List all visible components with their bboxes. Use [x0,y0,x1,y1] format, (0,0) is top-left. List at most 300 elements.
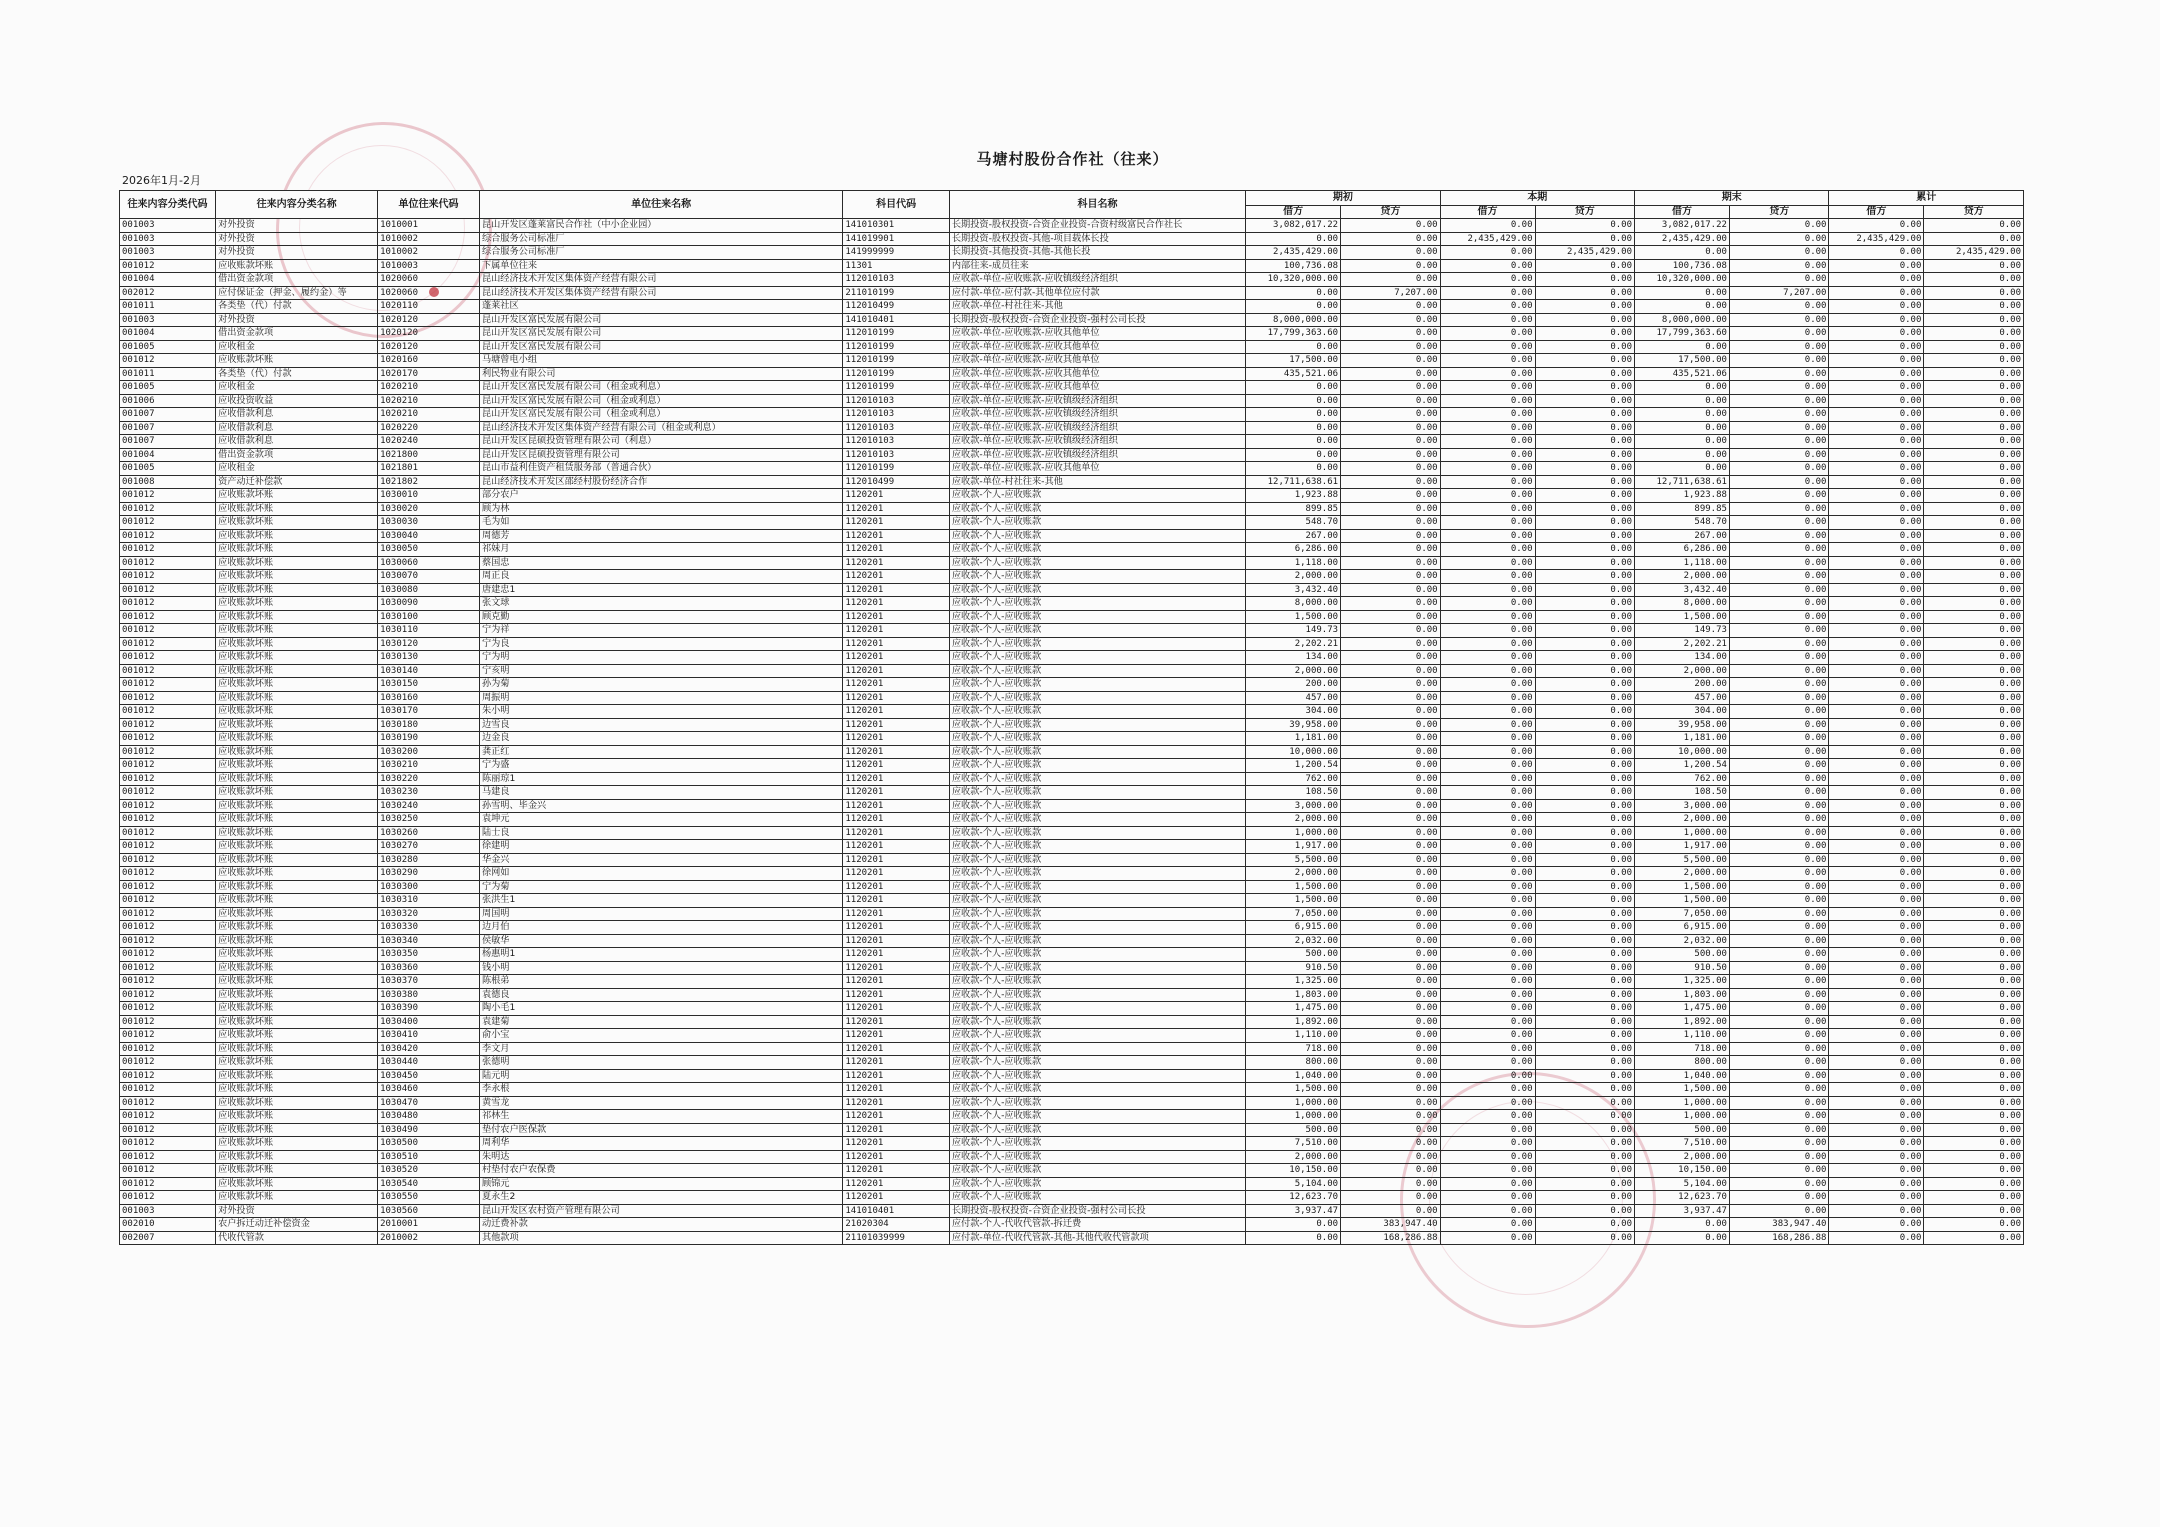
cell-cumulative-debit: 0.00 [1829,786,1924,800]
table-row [120,1110,2024,1124]
cell-current-credit: 0.00 [1535,826,1635,840]
cell-account-code: 21101039999 [843,1231,949,1245]
table-row [120,907,2024,921]
cell-closing-credit: 0.00 [1729,246,1829,260]
cell-account-code: 1120201 [843,853,949,867]
cell-account-name: 应收款-个人-应收账款 [949,786,1245,800]
cell-unit-name: 顾克勤 [479,610,842,624]
cell-opening-debit: 1,000.00 [1246,1096,1341,1110]
cell-cumulative-credit: 0.00 [1924,354,2024,368]
cell-cumulative-debit: 0.00 [1829,597,1924,611]
cell-category-code: 001004 [120,273,216,287]
cell-account-code: 1120201 [843,1015,949,1029]
cell-current-credit: 2,435,429.00 [1535,246,1635,260]
cell-closing-debit: 548.70 [1635,516,1730,530]
cell-cumulative-credit: 0.00 [1924,327,2024,341]
cell-opening-debit: 7,510.00 [1246,1137,1341,1151]
cell-account-name: 应收款-单位-村社往来-其他 [949,300,1245,314]
cell-current-debit: 0.00 [1440,516,1535,530]
cell-unit-name: 昆山经济技术开发区集体资产经营有限公司 [479,286,842,300]
table-row [120,1137,2024,1151]
cell-opening-credit: 0.00 [1341,1191,1441,1205]
cell-cumulative-credit: 0.00 [1924,529,2024,543]
table-row [120,556,2024,570]
cell-closing-credit: 0.00 [1729,651,1829,665]
cell-cumulative-debit: 0.00 [1829,1150,1924,1164]
cell-cumulative-credit: 0.00 [1924,367,2024,381]
cell-opening-credit: 0.00 [1341,867,1441,881]
cell-unit-name: 昆山开发区富民发展有限公司 [479,327,842,341]
cell-closing-credit: 0.00 [1729,313,1829,327]
cell-current-credit: 0.00 [1535,1177,1635,1191]
cell-account-code: 1120201 [843,1029,949,1043]
cell-cumulative-credit: 0.00 [1924,826,2024,840]
cell-closing-debit: 1,500.00 [1635,610,1730,624]
cell-account-code: 1120201 [843,1056,949,1070]
cell-current-credit: 0.00 [1535,1056,1635,1070]
cell-cumulative-credit: 0.00 [1924,948,2024,962]
cell-current-debit: 0.00 [1440,705,1535,719]
cell-category-code: 001012 [120,651,216,665]
cell-category-code: 001012 [120,732,216,746]
cell-cumulative-credit: 0.00 [1924,259,2024,273]
cell-opening-debit: 2,000.00 [1246,867,1341,881]
cell-closing-debit: 910.50 [1635,961,1730,975]
cell-account-code: 1120201 [843,1110,949,1124]
cell-category-code: 001012 [120,799,216,813]
cell-category-name: 应收账款坏账 [216,894,378,908]
table-row [120,786,2024,800]
header-closing: 期末 [1635,191,1829,206]
cell-account-name: 内部往来-成员往来 [949,259,1245,273]
cell-opening-credit: 0.00 [1341,246,1441,260]
cell-closing-credit: 0.00 [1729,1164,1829,1178]
cell-current-debit: 0.00 [1440,300,1535,314]
cell-account-name: 应收款-个人-应收账款 [949,543,1245,557]
cell-opening-credit: 0.00 [1341,1042,1441,1056]
cell-unit-code: 1030420 [378,1042,480,1056]
cell-category-name: 应收账款坏账 [216,1177,378,1191]
cell-category-name: 应收账款坏账 [216,786,378,800]
cell-category-code: 001012 [120,1029,216,1043]
cell-account-name: 应收款-个人-应收账款 [949,759,1245,773]
table-row [120,570,2024,584]
cell-opening-debit: 1,500.00 [1246,1083,1341,1097]
cell-current-debit: 0.00 [1440,691,1535,705]
cell-account-name: 应收款-单位-应收账款-应收其他单位 [949,367,1245,381]
cell-opening-debit: 1,500.00 [1246,894,1341,908]
table-row [120,246,2024,260]
cell-account-code: 112010103 [843,273,949,287]
cell-opening-debit: 2,000.00 [1246,1150,1341,1164]
ledger-table [119,190,2024,1245]
cell-unit-code: 1030470 [378,1096,480,1110]
cell-cumulative-debit: 0.00 [1829,1137,1924,1151]
cell-current-credit: 0.00 [1535,705,1635,719]
cell-current-debit: 0.00 [1440,1137,1535,1151]
cell-cumulative-credit: 0.00 [1924,1231,2024,1245]
cell-unit-code: 2010001 [378,1218,480,1232]
cell-unit-code: 1030560 [378,1204,480,1218]
cell-unit-code: 1030210 [378,759,480,773]
table-row [120,772,2024,786]
cell-cumulative-credit: 0.00 [1924,381,2024,395]
cell-opening-debit: 100,736.08 [1246,259,1341,273]
cell-account-code: 1120201 [843,894,949,908]
cell-closing-credit: 0.00 [1729,1029,1829,1043]
cell-opening-debit: 6,915.00 [1246,921,1341,935]
cell-category-name: 应收账款坏账 [216,637,378,651]
cell-closing-credit: 0.00 [1729,421,1829,435]
cell-unit-name: 孙雪明、毕金兴 [479,799,842,813]
cell-account-code: 1120201 [843,624,949,638]
cell-unit-name: 宁为盛 [479,759,842,773]
cell-current-debit: 0.00 [1440,1056,1535,1070]
cell-category-name: 应收账款坏账 [216,1069,378,1083]
cell-closing-debit: 1,500.00 [1635,880,1730,894]
cell-account-code: 1120201 [843,745,949,759]
cell-category-code: 001012 [120,759,216,773]
cell-unit-name: 张洪生1 [479,894,842,908]
cell-account-name: 应收款-个人-应收账款 [949,691,1245,705]
cell-unit-name: 部分农户 [479,489,842,503]
cell-category-name: 应收账款坏账 [216,543,378,557]
cell-closing-credit: 0.00 [1729,516,1829,530]
cell-closing-credit: 0.00 [1729,408,1829,422]
cell-account-name: 应收款-个人-应收账款 [949,624,1245,638]
cell-opening-debit: 0.00 [1246,408,1341,422]
cell-unit-code: 1030040 [378,529,480,543]
cell-account-name: 应收款-个人-应收账款 [949,921,1245,935]
cell-current-debit: 0.00 [1440,786,1535,800]
cell-current-credit: 0.00 [1535,624,1635,638]
cell-cumulative-debit: 0.00 [1829,570,1924,584]
cell-unit-code: 1030140 [378,664,480,678]
cell-current-debit: 0.00 [1440,934,1535,948]
cell-category-code: 001012 [120,867,216,881]
cell-account-code: 112010103 [843,448,949,462]
table-row [120,637,2024,651]
table-row [120,1191,2024,1205]
cell-unit-name: 宁为明 [479,651,842,665]
cell-category-code: 001012 [120,907,216,921]
cell-opening-credit: 0.00 [1341,408,1441,422]
cell-account-code: 1120201 [843,1083,949,1097]
cell-account-name: 应收款-个人-应收账款 [949,772,1245,786]
cell-cumulative-debit: 0.00 [1829,1056,1924,1070]
cell-unit-name: 昆山经济技术开发区邵经村股份经济合作 [479,475,842,489]
cell-account-name: 应收款-个人-应收账款 [949,853,1245,867]
cell-account-name: 应收款-个人-应收账款 [949,975,1245,989]
cell-category-code: 001012 [120,624,216,638]
cell-current-debit: 0.00 [1440,840,1535,854]
table-row [120,367,2024,381]
cell-cumulative-credit: 0.00 [1924,570,2024,584]
cell-current-debit: 0.00 [1440,327,1535,341]
table-row [120,664,2024,678]
cell-account-code: 1120201 [843,1191,949,1205]
cell-cumulative-debit: 0.00 [1829,516,1924,530]
cell-opening-debit: 1,325.00 [1246,975,1341,989]
cell-cumulative-debit: 0.00 [1829,448,1924,462]
cell-unit-name: 综合服务公司标准厂 [479,246,842,260]
cell-category-code: 001006 [120,394,216,408]
cell-account-code: 141010401 [843,1204,949,1218]
cell-account-code: 1120201 [843,988,949,1002]
cell-cumulative-debit: 0.00 [1829,732,1924,746]
cell-current-debit: 0.00 [1440,1150,1535,1164]
cell-unit-name: 蔡国忠 [479,556,842,570]
cell-category-name: 对外投资 [216,246,378,260]
cell-cumulative-debit: 0.00 [1829,1042,1924,1056]
table-header [120,191,2024,219]
cell-account-code: 112010103 [843,435,949,449]
cell-unit-code: 1010002 [378,246,480,260]
cell-closing-debit: 0.00 [1635,394,1730,408]
cell-current-debit: 0.00 [1440,637,1535,651]
cell-opening-debit: 899.85 [1246,502,1341,516]
cell-unit-name: 边雪良 [479,718,842,732]
table-row [120,1150,2024,1164]
cell-closing-debit: 5,500.00 [1635,853,1730,867]
cell-account-name: 应收款-个人-应收账款 [949,813,1245,827]
cell-unit-code: 1030200 [378,745,480,759]
cell-category-code: 001005 [120,462,216,476]
cell-category-name: 应收账款坏账 [216,718,378,732]
cell-closing-credit: 0.00 [1729,1110,1829,1124]
cell-closing-debit: 0.00 [1635,462,1730,476]
cell-unit-name: 顾为林 [479,502,842,516]
cell-opening-debit: 2,000.00 [1246,570,1341,584]
cell-closing-credit: 0.00 [1729,502,1829,516]
cell-opening-credit: 0.00 [1341,1204,1441,1218]
cell-cumulative-credit: 0.00 [1924,1204,2024,1218]
cell-account-name: 应收款-个人-应收账款 [949,1029,1245,1043]
cell-closing-debit: 1,000.00 [1635,826,1730,840]
cell-cumulative-credit: 0.00 [1924,448,2024,462]
table-row [120,948,2024,962]
cell-unit-code: 1020210 [378,394,480,408]
cell-account-name: 应收款-单位-应收账款-应收其他单位 [949,381,1245,395]
cell-cumulative-debit: 0.00 [1829,961,1924,975]
cell-unit-name: 昆山开发区富民发展有限公司（租金或利息） [479,394,842,408]
cell-cumulative-debit: 0.00 [1829,867,1924,881]
cell-category-name: 应收账款坏账 [216,489,378,503]
cell-current-credit: 0.00 [1535,772,1635,786]
cell-cumulative-credit: 0.00 [1924,1164,2024,1178]
cell-account-name: 应收款-个人-应收账款 [949,1177,1245,1191]
table-row [120,975,2024,989]
cell-category-name: 代收代管款 [216,1231,378,1245]
cell-category-code: 001012 [120,1137,216,1151]
cell-account-code: 1120201 [843,1042,949,1056]
table-row [120,597,2024,611]
cell-cumulative-debit: 0.00 [1829,1002,1924,1016]
cell-category-name: 应收账款坏账 [216,556,378,570]
cell-category-name: 应收账款坏账 [216,1096,378,1110]
cell-unit-code: 1010002 [378,232,480,246]
cell-current-debit: 0.00 [1440,921,1535,935]
cell-account-code: 1120201 [843,786,949,800]
cell-closing-credit: 0.00 [1729,880,1829,894]
cell-account-code: 1120201 [843,1150,949,1164]
cell-current-debit: 0.00 [1440,907,1535,921]
cell-account-name: 应收款-个人-应收账款 [949,745,1245,759]
cell-cumulative-debit: 0.00 [1829,624,1924,638]
cell-closing-credit: 0.00 [1729,664,1829,678]
cell-opening-debit: 7,050.00 [1246,907,1341,921]
cell-account-name: 应收款-个人-应收账款 [949,556,1245,570]
cell-opening-debit: 1,475.00 [1246,1002,1341,1016]
cell-closing-credit: 0.00 [1729,826,1829,840]
cell-unit-name: 徐网如 [479,867,842,881]
cell-closing-debit: 1,500.00 [1635,1083,1730,1097]
cell-closing-debit: 2,032.00 [1635,934,1730,948]
cell-account-name: 应收款-个人-应收账款 [949,894,1245,908]
cell-opening-debit: 8,000,000.00 [1246,313,1341,327]
cell-opening-credit: 0.00 [1341,475,1441,489]
cell-cumulative-credit: 0.00 [1924,961,2024,975]
cell-cumulative-debit: 0.00 [1829,705,1924,719]
cell-unit-name: 杨惠明1 [479,948,842,962]
cell-category-name: 应收账款坏账 [216,840,378,854]
cell-closing-debit: 6,286.00 [1635,543,1730,557]
cell-cumulative-debit: 0.00 [1829,219,1924,233]
cell-account-code: 112010103 [843,408,949,422]
cell-closing-credit: 7,207.00 [1729,286,1829,300]
cell-category-name: 应收账款坏账 [216,732,378,746]
cell-cumulative-credit: 0.00 [1924,421,2024,435]
cell-closing-credit: 0.00 [1729,705,1829,719]
cell-current-debit: 0.00 [1440,583,1535,597]
cell-account-name: 应收款-个人-应收账款 [949,516,1245,530]
cell-cumulative-debit: 0.00 [1829,1110,1924,1124]
cell-category-name: 应收账款坏账 [216,570,378,584]
cell-closing-debit: 1,325.00 [1635,975,1730,989]
cell-category-name: 应收借款利息 [216,421,378,435]
cell-unit-name: 朱明达 [479,1150,842,1164]
cell-current-debit: 0.00 [1440,273,1535,287]
cell-cumulative-credit: 0.00 [1924,1110,2024,1124]
cell-opening-credit: 383,947.40 [1341,1218,1441,1232]
cell-closing-credit: 0.00 [1729,907,1829,921]
cell-unit-name: 昆山开发区富民发展有限公司（租金或利息） [479,408,842,422]
table-row [120,354,2024,368]
cell-closing-credit: 0.00 [1729,1204,1829,1218]
cell-category-code: 001012 [120,556,216,570]
cell-account-name: 应收款-单位-应收账款-应收镇级经济组织 [949,448,1245,462]
cell-unit-code: 1030390 [378,1002,480,1016]
cell-unit-code: 1020240 [378,435,480,449]
cell-closing-debit: 1,000.00 [1635,1096,1730,1110]
cell-opening-debit: 1,892.00 [1246,1015,1341,1029]
cell-unit-code: 1020120 [378,313,480,327]
cell-unit-code: 1030550 [378,1191,480,1205]
cell-current-debit: 0.00 [1440,421,1535,435]
cell-account-code: 1120201 [843,583,949,597]
cell-closing-debit: 8,000.00 [1635,597,1730,611]
cell-closing-credit: 0.00 [1729,327,1829,341]
cell-unit-name: 顾锦元 [479,1177,842,1191]
table-row [120,381,2024,395]
cell-current-debit: 0.00 [1440,948,1535,962]
header-unit-name: 单位往来名称 [479,191,842,219]
cell-opening-credit: 0.00 [1341,1029,1441,1043]
cell-account-name: 应收款-个人-应收账款 [949,583,1245,597]
cell-current-debit: 0.00 [1440,988,1535,1002]
cell-opening-debit: 0.00 [1246,340,1341,354]
cell-category-code: 001012 [120,1110,216,1124]
cell-category-name: 各类垫（代）付款 [216,300,378,314]
cell-opening-debit: 1,000.00 [1246,826,1341,840]
cell-closing-credit: 0.00 [1729,934,1829,948]
cell-current-credit: 0.00 [1535,394,1635,408]
cell-current-debit: 0.00 [1440,259,1535,273]
cell-account-code: 1120201 [843,664,949,678]
cell-category-code: 001012 [120,745,216,759]
cell-opening-debit: 0.00 [1246,232,1341,246]
cell-opening-debit: 1,110.00 [1246,1029,1341,1043]
cell-category-code: 002007 [120,1231,216,1245]
cell-category-name: 应收账款坏账 [216,853,378,867]
cell-closing-debit: 0.00 [1635,448,1730,462]
cell-unit-name: 孙为菊 [479,678,842,692]
cell-cumulative-debit: 0.00 [1829,435,1924,449]
cell-account-code: 1120201 [843,934,949,948]
cell-category-code: 001012 [120,961,216,975]
cell-category-name: 应收账款坏账 [216,705,378,719]
cell-current-credit: 0.00 [1535,421,1635,435]
cell-unit-code: 1030310 [378,894,480,908]
cell-unit-code: 1030350 [378,948,480,962]
header-debit: 借方 [1635,206,1730,219]
cell-opening-debit: 3,000.00 [1246,799,1341,813]
cell-unit-name: 陆士良 [479,826,842,840]
cell-opening-debit: 2,435,429.00 [1246,246,1341,260]
cell-opening-credit: 0.00 [1341,813,1441,827]
cell-cumulative-debit: 0.00 [1829,759,1924,773]
cell-cumulative-debit: 0.00 [1829,1083,1924,1097]
cell-closing-credit: 0.00 [1729,259,1829,273]
cell-account-code: 1120201 [843,826,949,840]
cell-closing-credit: 383,947.40 [1729,1218,1829,1232]
cell-account-code: 1120201 [843,637,949,651]
cell-closing-credit: 0.00 [1729,219,1829,233]
cell-opening-credit: 0.00 [1341,556,1441,570]
cell-opening-debit: 1,500.00 [1246,880,1341,894]
cell-category-code: 001012 [120,516,216,530]
cell-cumulative-credit: 0.00 [1924,435,2024,449]
cell-closing-credit: 0.00 [1729,583,1829,597]
cell-opening-debit: 1,040.00 [1246,1069,1341,1083]
cell-closing-credit: 0.00 [1729,610,1829,624]
cell-current-credit: 0.00 [1535,799,1635,813]
cell-cumulative-credit: 0.00 [1924,813,2024,827]
cell-current-credit: 0.00 [1535,259,1635,273]
cell-unit-name: 其他款项 [479,1231,842,1245]
table-row [120,394,2024,408]
cell-category-code: 001003 [120,232,216,246]
cell-category-code: 001012 [120,948,216,962]
cell-account-code: 1120201 [843,597,949,611]
cell-closing-credit: 0.00 [1729,840,1829,854]
cell-closing-debit: 800.00 [1635,1056,1730,1070]
table-row [120,232,2024,246]
cell-opening-debit: 17,799,363.60 [1246,327,1341,341]
cell-account-code: 112010199 [843,354,949,368]
cell-cumulative-credit: 0.00 [1924,624,2024,638]
cell-opening-credit: 0.00 [1341,421,1441,435]
